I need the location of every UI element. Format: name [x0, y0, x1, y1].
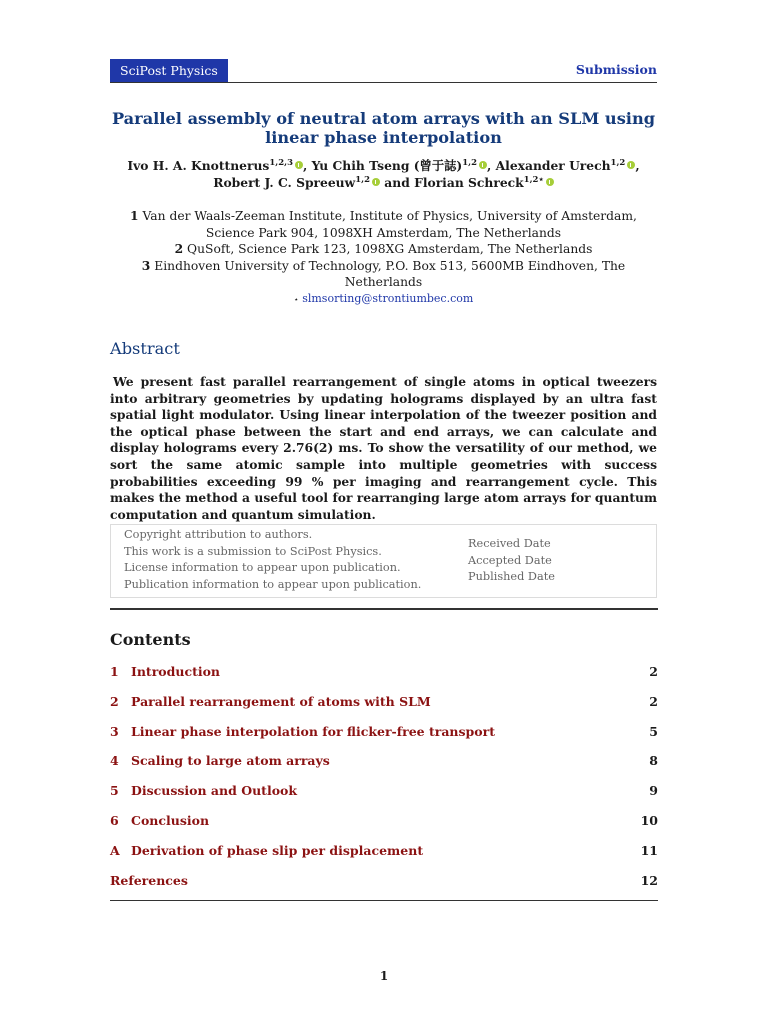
- dates-info: Received Date Accepted Date Published Date: [468, 537, 555, 584]
- affiliation: 2 QuSoft, Science Park 123, 1098XG Amsterdam, The Netherlands: [174, 241, 593, 257]
- contents-heading: Contents: [110, 630, 191, 649]
- paper-title: Parallel assembly of neutral atom arrays with an SLM using linear phase interpolation: [111, 109, 656, 147]
- license-info: Copyright attribution to authors. This work is a submission to SciPost Physics. License information to appear upon publication. Publication information to appear upon publication.: [124, 528, 422, 591]
- abstract-text: We present fast parallel rearrangement of single atoms in optical tweezers into arbitrary geometries by updating holograms displayed by an ultra fast spatial light modulator. Using linear interpolation of the tweezer position and the optical phase between the start and end arrays, we can calculate and display holograms every 2.76(2) ms. To show the versatility of our method, we sort the same atomic sample into multiple geometries with success probabilities exceeding 99 % per imaging and rearrangement cycle. This makes the method a useful tool for rearranging large atom arrays for quantum computation and quantum simulation.: [110, 374, 657, 522]
- toc-entry[interactable]: 3 Linear phase interpolation for flicker-free transport 5: [110, 723, 658, 739]
- author: Florian Schreck$^{1,2⋆}$: [414, 175, 554, 190]
- toc-entry[interactable]: 2 Parallel rearrangement of atoms with SLM 2: [110, 693, 658, 709]
- corresponding-email: [110, 292, 657, 307]
- publication-info-box: [110, 524, 657, 598]
- orcid-icon[interactable]: [546, 178, 554, 186]
- affiliation: 3 Eindhoven University of Technology, P.O. Box 513, 5600MB Eindhoven, The Netherlands: [141, 257, 626, 290]
- author: Ivo H. A. Knottnerus$^{1,2,3}$: [127, 158, 303, 173]
- submission-label: Submission: [575, 62, 657, 77]
- author: Yu Chih Tseng (曾于誌)$^{1,2}$: [312, 158, 487, 173]
- orcid-icon[interactable]: [479, 161, 487, 169]
- orcid-icon[interactable]: [372, 178, 380, 186]
- abstract-heading: Abstract: [110, 339, 180, 358]
- contents-rule: [110, 900, 658, 901]
- affiliation: 1 Van der Waals-Zeeman Institute, Institute of Physics, University of Amsterdam, Science Park 904, 1098XH Amsterdam, The Netherlands: [130, 208, 637, 240]
- toc-entry[interactable]: 6 Conclusion 10: [110, 812, 658, 828]
- star-icon: ⋆: [293, 295, 299, 304]
- affiliations: [110, 208, 657, 291]
- toc-entry[interactable]: References 12: [110, 872, 658, 888]
- toc-entry[interactable]: 5 Discussion and Outlook 9: [110, 783, 658, 799]
- author-list: Ivo H. A. Knottnerus$^{1,2,3}$ , Yu Chih Tseng (曾于誌)$^{1,2}$ , Alexander Urech$^{1,2}$ , Robert J. C. Spreeuw$^{1,2}$ and Florian Schreck$^{1,2⋆}$: [127, 157, 640, 190]
- header-rule: [110, 82, 657, 83]
- table-of-contents: [110, 662, 658, 900]
- toc-entry[interactable]: 4 Scaling to large atom arrays 8: [110, 753, 658, 769]
- journal-badge: SciPost Physics: [110, 59, 228, 82]
- orcid-icon[interactable]: [295, 161, 303, 169]
- author: Robert J. C. Spreeuw$^{1,2}$: [213, 175, 380, 190]
- author: Alexander Urech$^{1,2}$: [496, 158, 636, 173]
- page-number: 1: [379, 969, 389, 983]
- toc-entry[interactable]: 1 Introduction 2: [110, 664, 658, 679]
- section-rule: [110, 608, 658, 610]
- toc-entry[interactable]: A Derivation of phase slip per displacement 11: [110, 842, 658, 858]
- email-link[interactable]: slmsorting@strontiumbec.com: [302, 292, 474, 305]
